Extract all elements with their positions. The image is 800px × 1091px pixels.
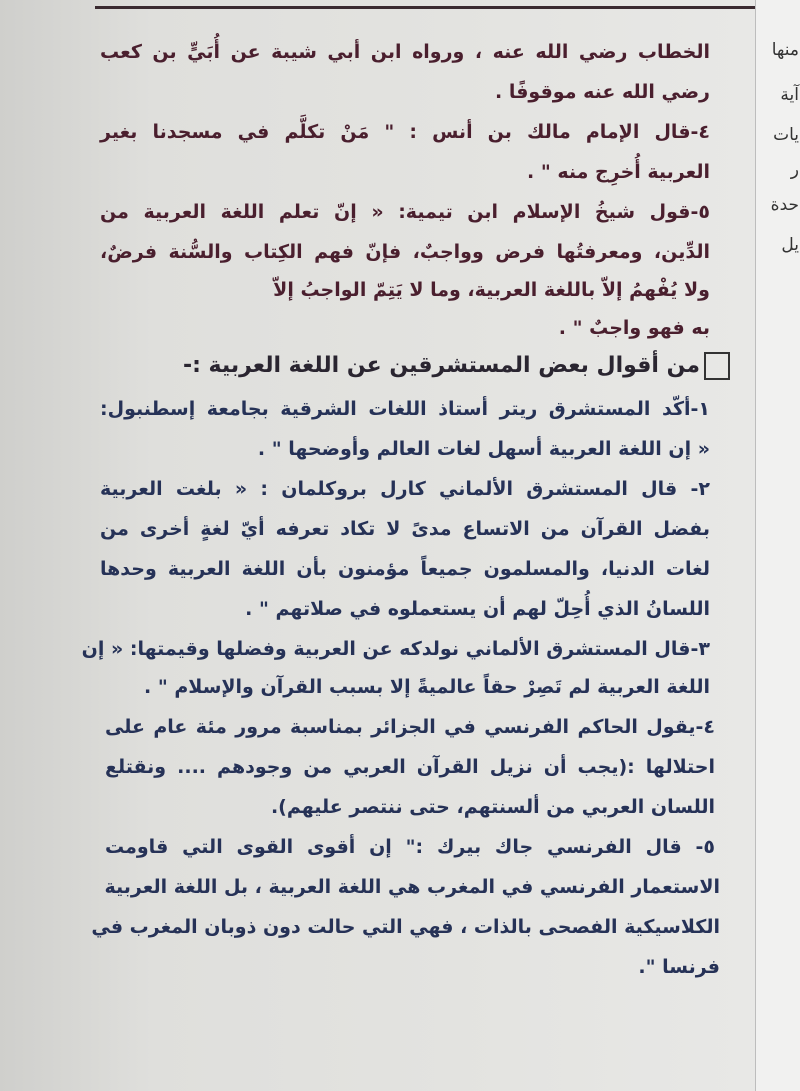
heading-text: من أقوال بعض المستشرقين عن اللغة العربية :- [182,353,700,378]
text-line: احتلالها :(يجب أن نزيل القرآن العربي من وجودهم .... ونقتلع [105,756,715,778]
adjacent-text: منها [771,40,799,60]
text-line: ٣-قال المستشرق الألماني نولدكه عن العربية وفضلها وقيمتها: « إن [81,638,710,660]
checkbox-icon [704,352,730,380]
text-line: ولا يُفْهمُ إلاّ باللغة العربية، وما لا يَتِمّ الواجبُ إلاّ [273,279,710,301]
text-line: به فهو واجبٌ " . [558,317,710,339]
text-line: الخطاب رضي الله عنه ، ورواه ابن أبي شيبة عن أُبَيٍّ بن كعب [100,41,710,63]
adjacent-text: حدة [770,195,799,215]
text-line: « إن اللغة العربية أسهل لغات العالم وأوضحها " . [257,438,710,460]
text-line: اللسانُ الذي أُحِلّ لهم أن يستعملوه في صلاتهم " . [245,598,710,620]
text-line: بفضل القرآن من الاتساع مدىً لا تكاد تعرفه أيّ لغةٍ أخرى من [100,518,710,540]
text-line: ٥-قول شيخُ الإسلام ابن تيمية: « إنّ تعلم اللغة العربية من [100,201,710,223]
text-line: اللغة العربية لم تَصِرْ حقاً عالميةً إلا بسبب القرآن والإسلام " . [144,676,710,698]
section-heading [90,352,730,380]
adjacent-page-edge [755,0,800,1091]
text-line: ١-أكّد المستشرق ريتر أستاذ اللغات الشرقية بجامعة إسطنبول: [100,398,710,420]
text-line: العربية أُخرِج منه " . [527,161,710,183]
adjacent-text: آية [780,85,799,105]
text-line: اللسان العربي من ألسنتهم، حتى ننتصر عليهم). [270,796,715,818]
text-line: ٤-قال الإمام مالك بن أنس : " مَنْ تكلَّم في مسجدنا بغير [100,121,710,143]
text-line: الدِّين، ومعرفتُها فرض وواجبٌ، فإنّ فهم الكِتاب والسُّنة فرضٌ، [100,241,710,263]
text-line: فرنسا ". [638,956,720,978]
text-line: لغات الدنيا، والمسلمون جميعاً مؤمنون بأن اللغة العربية وحدها [100,558,710,580]
text-line: الاستعمار الفرنسي في المغرب هي اللغة العربية ، بل اللغة العربية [104,876,720,898]
header-rule [95,6,755,9]
adjacent-text: يات [773,125,799,145]
text-line: رضي الله عنه موقوفًا . [495,81,710,103]
adjacent-text: يل [781,235,799,255]
text-line: ٥- قال الفرنسي جاك بيرك :" إن أقوى القوى التي قاومت [105,836,715,858]
text-line: الكلاسيكية الفصحى بالذات ، فهي التي حالت دون ذوبان المغرب في [91,916,720,938]
text-line: ٤-يقول الحاكم الفرنسي في الجزائر بمناسبة مرور مئة عام على [105,716,715,738]
adjacent-text: ر [790,160,799,180]
text-line: ٢- قال المستشرق الألماني كارل بروكلمان : « بلغت العربية [100,478,710,500]
